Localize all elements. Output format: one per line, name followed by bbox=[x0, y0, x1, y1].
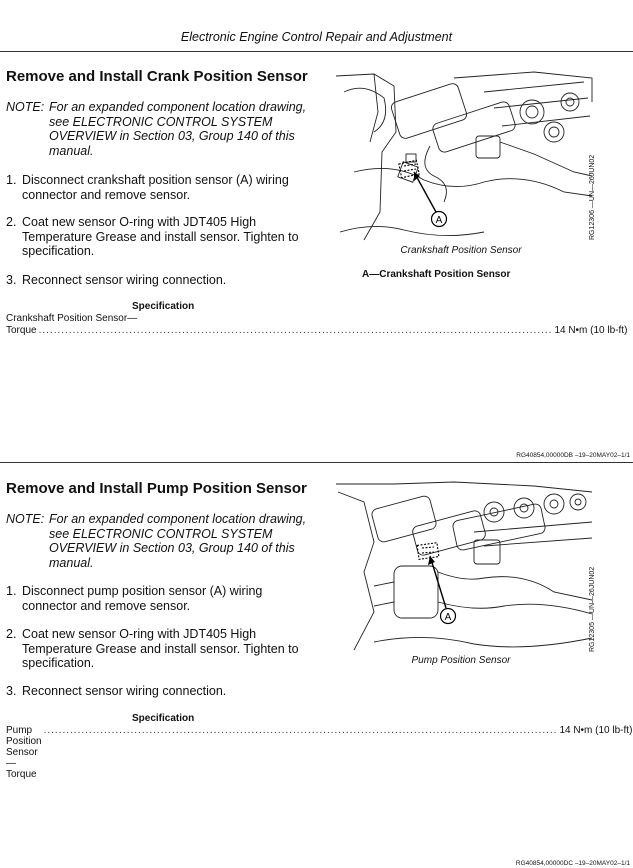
step-text: Reconnect sensor wiring connection. bbox=[22, 684, 227, 698]
note-text: For an expanded component location drawing, see ELECTRONIC CONTROL SYSTEM OVERVIEW in Section 03, Group 140 of this manual. bbox=[49, 512, 307, 570]
step-number: 2. bbox=[6, 627, 17, 641]
pump-sensor-illustration bbox=[334, 482, 594, 652]
figure-callout: A bbox=[444, 612, 452, 623]
step-number: 3. bbox=[6, 684, 17, 698]
spec-label: Torque bbox=[6, 325, 37, 336]
spec-heading: Specification bbox=[132, 301, 195, 312]
section-divider bbox=[0, 51, 633, 52]
step-text: Coat new sensor O-ring with JDT405 High Temperature Grease and install sensor. Tighten to specification. bbox=[22, 627, 299, 670]
leader-dots: ........................................................................................................................................ bbox=[43, 725, 558, 736]
footer-code: RG40854,00000DC –19–20MAY02–1/1 bbox=[515, 860, 630, 867]
section-title: Remove and Install Crank Position Sensor bbox=[6, 68, 308, 85]
step-text: Disconnect crankshaft position sensor (A) wiring connector and remove sensor. bbox=[22, 173, 289, 202]
figure-id: RG12305 —UN—26JUN02 bbox=[589, 566, 596, 652]
section-divider bbox=[0, 462, 633, 463]
step-text: Coat new sensor O-ring with JDT405 High Temperature Grease and install sensor. Tighten to specification. bbox=[22, 215, 299, 258]
step-number: 3. bbox=[6, 273, 17, 287]
figure-callout: A bbox=[435, 215, 443, 226]
spec-row bbox=[6, 725, 633, 780]
step-text: Disconnect pump position sensor (A) wiring connector and remove sensor. bbox=[22, 584, 263, 613]
step-number: 1. bbox=[6, 173, 17, 187]
spec-item: Crankshaft Position Sensor— bbox=[6, 313, 138, 324]
page-header: Electronic Engine Control Repair and Adjustment bbox=[180, 30, 453, 44]
note-block bbox=[6, 100, 306, 160]
step-number: 1. bbox=[6, 584, 17, 598]
footer-code: RG40854,00000DB –19–20MAY02–1/1 bbox=[516, 452, 630, 459]
spec-row bbox=[6, 325, 628, 336]
leader-dots: ........................................................................................................................................ bbox=[38, 325, 553, 336]
spec-value: 14 N•m (10 lb-ft) bbox=[559, 725, 633, 736]
note-label: NOTE: bbox=[6, 512, 45, 526]
note-block bbox=[6, 512, 306, 572]
figure-caption: Pump Position Sensor bbox=[411, 655, 511, 666]
note-label: NOTE: bbox=[6, 100, 45, 114]
step-number: 2. bbox=[6, 215, 17, 229]
spec-heading: Specification bbox=[132, 713, 195, 724]
step-text: Reconnect sensor wiring connection. bbox=[22, 273, 227, 287]
section-title: Remove and Install Pump Position Sensor bbox=[6, 480, 307, 497]
figure-id: RG12306 —UN—26JUN02 bbox=[589, 154, 596, 240]
note-text: For an expanded component location drawing, see ELECTRONIC CONTROL SYSTEM OVERVIEW in Section 03, Group 140 of this manual. bbox=[49, 100, 307, 158]
figure-caption: Crankshaft Position Sensor bbox=[400, 245, 522, 256]
spec-label: Pump Position Sensor—Torque bbox=[6, 725, 42, 780]
spec-value: 14 N•m (10 lb-ft) bbox=[554, 325, 628, 336]
figure-legend: A—Crankshaft Position Sensor bbox=[362, 269, 511, 280]
crankshaft-sensor-illustration bbox=[334, 72, 594, 242]
